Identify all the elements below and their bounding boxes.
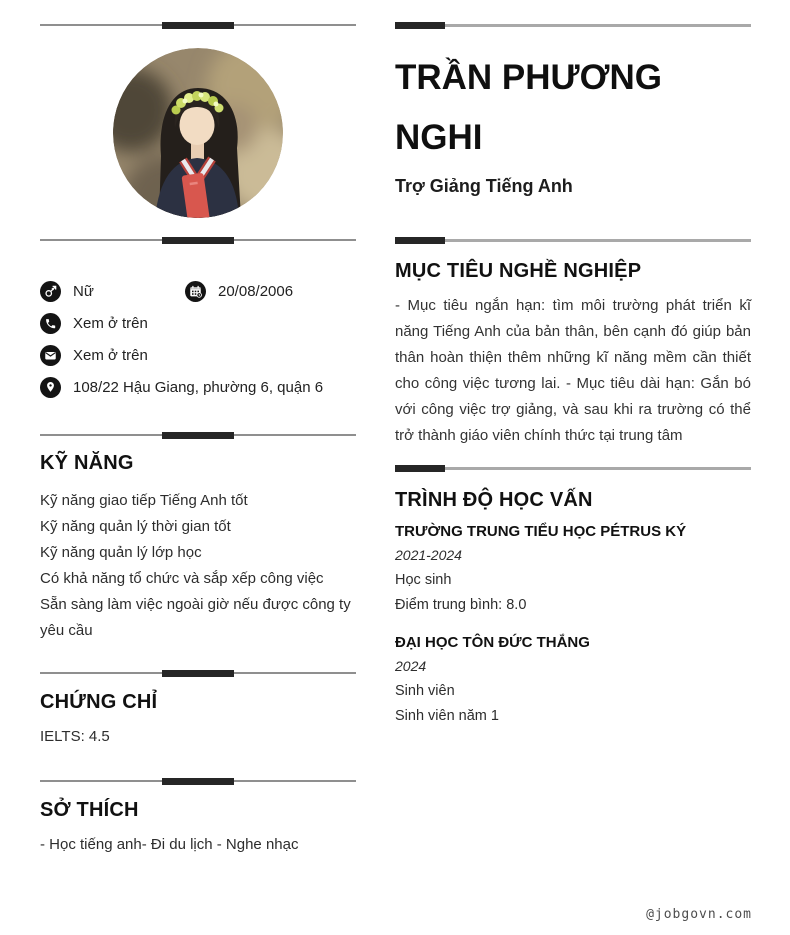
contact-row-birthday — [185, 275, 293, 307]
right-column — [395, 0, 751, 935]
education-entry — [395, 634, 751, 733]
divider — [40, 237, 356, 244]
skill-item: Kỹ năng quản lý thời gian tốt — [40, 518, 231, 535]
divider — [395, 237, 751, 244]
hobbies-text: - Học tiếng anh- Đi du lịch - Nghe nhạc — [40, 836, 299, 853]
address-value: 108/22 Hậu Giang, phường 6, quận 6 — [73, 378, 324, 396]
gender-value: Nữ — [73, 282, 94, 300]
calendar-icon — [185, 281, 206, 302]
skills-list — [40, 488, 356, 644]
skill-item: Có khả năng tổ chức và sắp xếp công việc — [40, 570, 324, 587]
gender-icon — [40, 281, 61, 302]
education-role: Học sinh — [395, 572, 452, 588]
divider — [395, 465, 751, 472]
birthday-value: 20/08/2006 — [218, 282, 294, 300]
contact-row-phone — [40, 307, 356, 339]
contact-row-gender — [40, 275, 356, 307]
skill-item: Sẵn sàng làm việc ngoài giờ nếu được công ty yêu cầu — [40, 596, 351, 639]
education-school: TRƯỜNG TRUNG TIỂU HỌC PÉTRUS KÝ — [395, 523, 687, 540]
skill-item: Kỹ năng giao tiếp Tiếng Anh tốt — [40, 492, 248, 509]
certificates-heading: CHỨNG CHỈ — [40, 691, 158, 713]
site-watermark: @jobgovn.com — [646, 907, 752, 922]
certificate-item: IELTS: 4.5 — [40, 728, 110, 745]
divider — [40, 432, 356, 439]
education-period: 2021-2024 — [395, 547, 462, 563]
education-period: 2024 — [395, 658, 427, 674]
contact-row-email — [40, 339, 356, 371]
divider — [40, 778, 356, 785]
education-detail: Sinh viên năm 1 — [395, 708, 499, 724]
skills-heading: KỸ NĂNG — [40, 452, 134, 474]
left-column — [40, 0, 356, 935]
objective-heading: MỤC TIÊU NGHỀ NGHIỆP — [395, 260, 642, 282]
location-pin-icon — [40, 377, 61, 398]
objective-text: - Mục tiêu ngắn hạn: tìm môi trường phát triển kĩ năng Tiếng Anh của bản thân, bên cạnh đó giúp bản thân hoàn thiện thêm những kĩ năng mềm cần thiết cho công việc tương lai. - Mục tiêu dài hạn: Gắn bó với công việc trợ giảng, và sau khi ra trường có thể trở thành giáo viên chính thức tại trung tâm — [395, 297, 751, 444]
education-entry — [395, 523, 751, 622]
divider — [40, 22, 356, 29]
education-detail: Điểm trung bình: 8.0 — [395, 597, 527, 613]
contact-info — [40, 275, 356, 403]
phone-icon — [40, 313, 61, 334]
phone-value: Xem ở trên — [73, 314, 148, 332]
email-value: Xem ở trên — [73, 346, 148, 364]
divider — [40, 670, 356, 677]
email-icon — [40, 345, 61, 366]
profile-photo — [113, 48, 283, 218]
skill-item: Kỹ năng quản lý lớp học — [40, 544, 202, 561]
education-heading: TRÌNH ĐỘ HỌC VẤN — [395, 489, 593, 511]
education-role: Sinh viên — [395, 683, 455, 699]
divider — [395, 22, 751, 29]
education-school: ĐẠI HỌC TÔN ĐỨC THẮNG — [395, 634, 590, 651]
candidate-name: TRẦN PHƯƠNG NGHI — [395, 58, 662, 157]
contact-row-address — [40, 371, 356, 403]
hobbies-heading: SỞ THÍCH — [40, 799, 139, 821]
job-title: Trợ Giảng Tiếng Anh — [395, 176, 573, 196]
